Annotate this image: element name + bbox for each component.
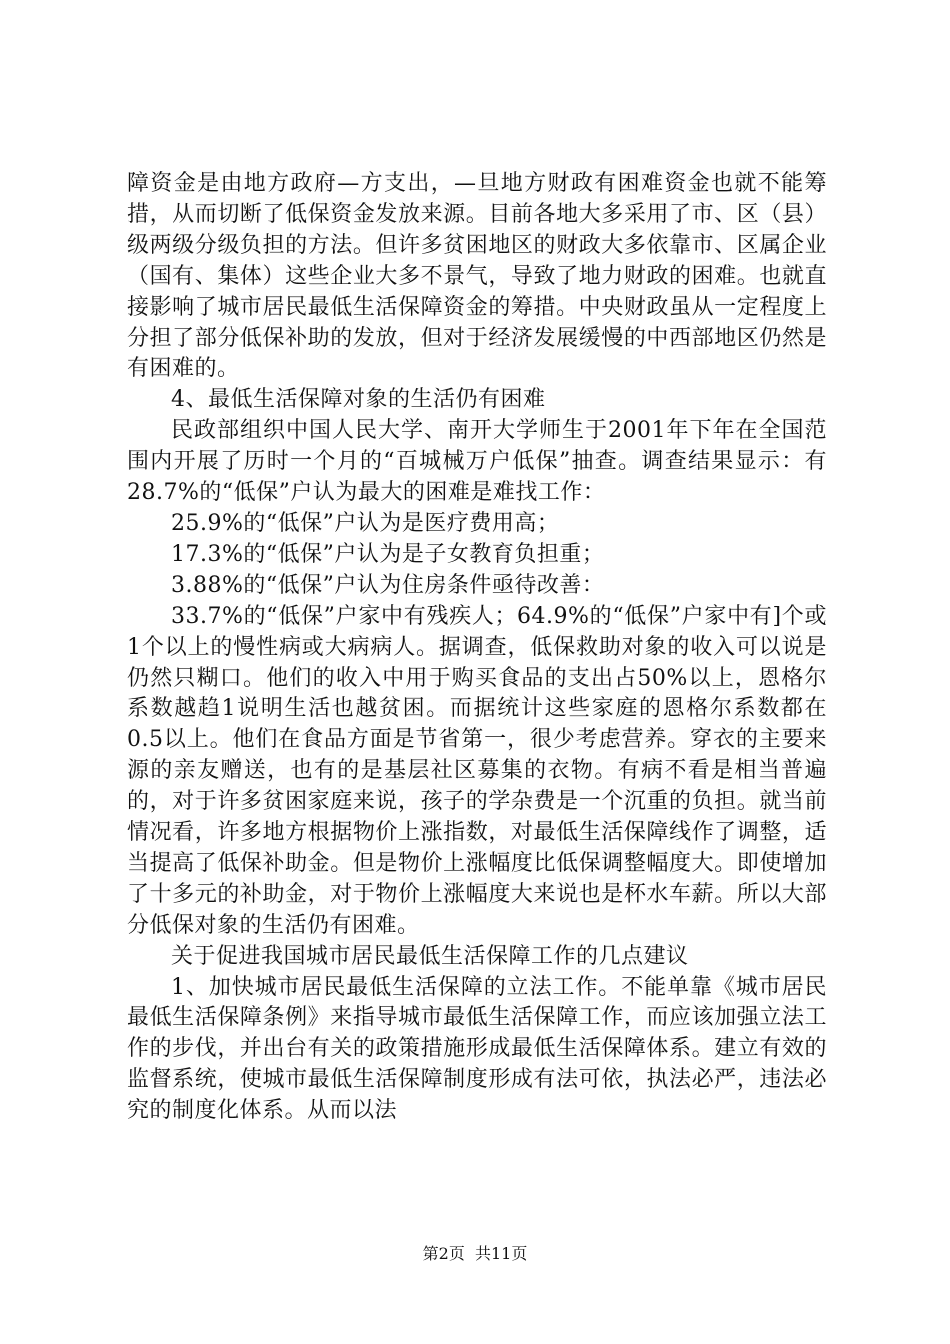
page-number-label: 第2页 共11页 bbox=[422, 1244, 528, 1263]
paragraph-6: 3.88%的“低保”户认为住房条件亟待改善： bbox=[171, 572, 605, 598]
paragraph-8-heading: 关于促进我国城市居民最低生活保障工作的几点建议 bbox=[171, 943, 689, 969]
paragraph-2-heading: 4、最低生活保障对象的生活仍有困难 bbox=[171, 387, 546, 413]
paragraph-9: 1、加快城市居民最低生活保障的立法工作。不能单靠《城巿居民最低生活保障条例》来指导城市最低生活保障工作，而应该加强立法工作的步伐，并出台有关的政策措施形成最低生活保障体系。建立有效的监督系统，使城市最低生活保障制度形成有法可依，执法必严，违法必究的制度化体系。从而以法 bbox=[127, 974, 827, 1124]
page-footer bbox=[0, 1241, 950, 1264]
document-body bbox=[127, 169, 827, 1127]
paragraph-1: 障资金是由地方政府—方支出，—旦地方财政有困难资金也就不能筹措，从而切断了低保资金发放来源。目前各地大多采用了市、区（县）级两级分级负担的方法。但许多贫困地区的财政大多依靠市、区属企业（国有、集体）这些企业大多不景气，导致了地力财政的困难。也就直接影响了城市居民最低生活保障资金的筹措。中央财政虽从一定程度上分担了部分低保补助的发放，但对于经济发展缓慢的中西部地区仍然是有困难的。 bbox=[127, 171, 827, 382]
paragraph-3: 民政部组织中国人民大学、南开大学师生于2001年下年在全国范围内开展了历时一个月的“百城械万户低保”抽查。调查结果显示：有28.7%的“低保”户认为最大的困难是难找工作： bbox=[127, 418, 827, 506]
paragraph-5: 17.3%的“低保”户认为是子女教育负担重； bbox=[171, 541, 605, 567]
paragraph-7: 33.7%的“低保”户家中有残疾人；64.9%的“低保”户家中有]个或1个以上的慢性病或大病病人。据调查，低保救助对象的收入可以说是仍然只糊口。他们的收入中用于购买食品的支出占50%以上，恩格尔系数越趋1说明生活也越贫困。而据统计这些家庭的恩格尔系数都在0.5以上。他们在食品方面是节省第一，很少考虑营养。穿衣的主要来源的亲友赠送，也有的是基层社区募集的衣物。有病不看是相当普遍的，对于许多贫困家庭来说，孩子的学杂费是一个沉重的负担。就当前情况看，许多地方根据物价上涨指数，对最低生活保障线作了调整，适当提高了低保补助金。但是物价上涨幅度比低保调整幅度大。即使增加了十多元的补助金，对于物价上涨幅度大来说也是杯水车薪。所以大部分低保对象的生活仍有困难。 bbox=[127, 603, 827, 938]
paragraph-4: 25.9%的“低保”户认为是医疗费用高； bbox=[171, 510, 560, 536]
